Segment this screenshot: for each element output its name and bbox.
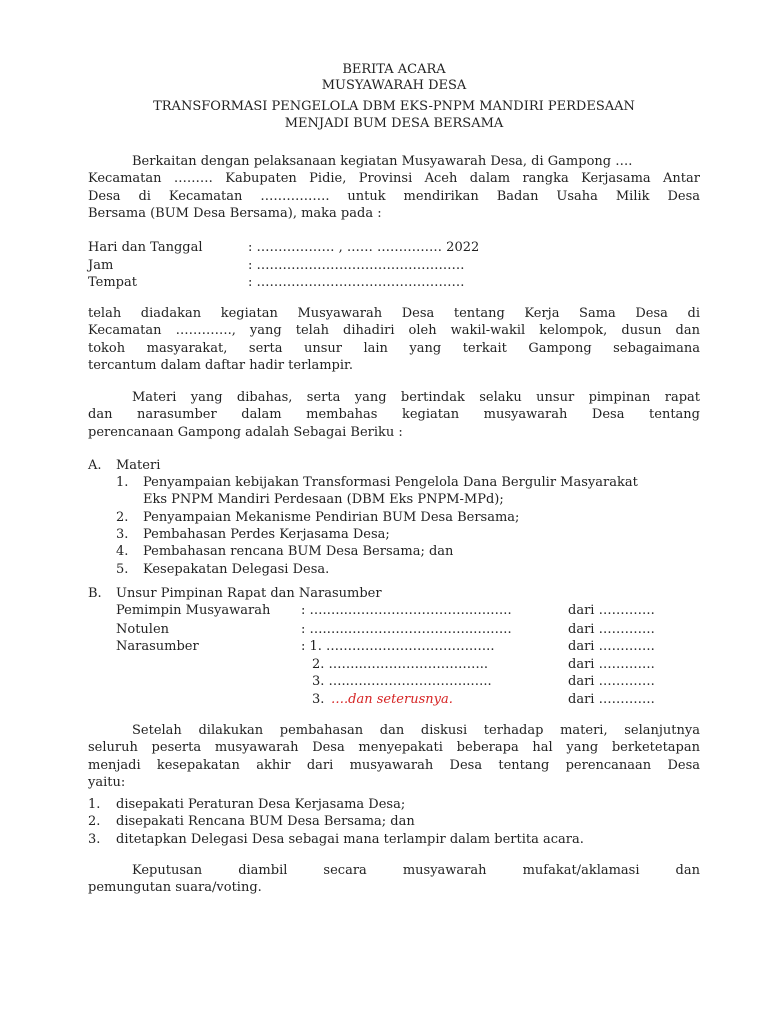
- agreement-text: ditetapkan Delegasi Desa sebagai mana terlampir dalam bertita acara.: [116, 832, 584, 847]
- materi-item-text-continued: Eks PNPM Mandiri Perdesaan (DBM Eks PNPM-MPd);: [143, 492, 504, 507]
- info-value-jam: : …………………………………………: [248, 258, 465, 273]
- intro-line: Bersama (BUM Desa Bersama), maka pada :: [88, 205, 382, 221]
- materi-line: dan narasumber dalam membahas kegiatan musyawarah Desa tentang: [88, 407, 700, 423]
- intro-paragraph: [88, 153, 700, 222]
- pimpinan-dots: : ….…..………………………..….…..: [301, 603, 512, 618]
- narasumber-more-number: 3.: [312, 692, 325, 707]
- title-musyawarah-desa: MUSYAWARAH DESA: [321, 78, 467, 93]
- materi-item-text: Kesepakatan Delegasi Desa.: [143, 562, 330, 577]
- decision-line: Keputusan diambil secara musyawarah mufakat/aklamasi dan: [132, 863, 700, 878]
- narasumber-label: Narasumber: [116, 639, 199, 654]
- notulen-dari: dari ………….: [568, 622, 655, 637]
- section-b-heading: Unsur Pimpinan Rapat dan Narasumber: [116, 586, 382, 601]
- narasumber-2-dari: dari ………….: [568, 657, 655, 672]
- held-line: tercantum dalam daftar hadir terlampir.: [88, 357, 353, 373]
- intro-line: Berkaitan dengan pelaksanaan kegiatan Musyawarah Desa, di Gampong ….: [132, 154, 633, 169]
- pimpinan-dari: dari ………….: [568, 603, 655, 618]
- title-bum-desa: MENJADI BUM DESA BERSAMA: [284, 116, 504, 131]
- intro-line: Desa di Kecamatan ……………. untuk mendirikan Badan Usaha Milik Desa: [88, 188, 700, 204]
- materi-item-text: Penyampaian Mekanisme Pendirian BUM Desa Bersama;: [143, 510, 520, 525]
- held-line: Kecamatan …………., yang telah dihadiri oleh wakil-wakil kelompok, dusun dan: [88, 323, 700, 339]
- materi-item-number: 2.: [116, 510, 129, 525]
- info-label-jam: Jam: [88, 258, 114, 273]
- conclusion-line: yaitu:: [88, 774, 126, 790]
- title-transformasi: TRANSFORMASI PENGELOLA DBM EKS-PNPM MANDIRI PERDESAAN: [153, 99, 635, 114]
- materi-line: perencanaan Gampong adalah Sebagai Beriku :: [88, 424, 403, 440]
- info-value-tempat: : …………………………………………: [248, 275, 465, 290]
- narasumber-2-dots: 2. ……..………………………..: [312, 657, 489, 672]
- materi-item-number: 5.: [116, 562, 129, 577]
- agreement-text: disepakati Peraturan Desa Kerjasama Desa;: [116, 797, 406, 812]
- agreement-number: 3.: [88, 832, 101, 847]
- materi-item-number: 1.: [116, 475, 129, 490]
- title-berita-acara: BERITA ACARA: [342, 62, 446, 77]
- conclusion-paragraph: [88, 722, 700, 791]
- section-a-heading: Materi: [116, 458, 161, 473]
- agreement-text: disepakati Rencana BUM Desa Bersama; dan: [116, 814, 415, 829]
- materi-item-number: 4.: [116, 544, 129, 559]
- materi-item-text: Pembahasan rencana BUM Desa Bersama; dan: [143, 544, 454, 559]
- info-label-tempat: Tempat: [88, 275, 137, 290]
- section-b-letter: B.: [88, 586, 102, 601]
- agreement-number: 1.: [88, 797, 101, 812]
- decision-paragraph: [88, 862, 700, 897]
- section-a-letter: A.: [88, 458, 102, 473]
- conclusion-line: seluruh peserta musyawarah Desa menyepakati beberapa hal yang berketetapan: [88, 740, 700, 756]
- held-line: tokoh masyarakat, serta unsur lain yang terkait Gampong sebagaimana: [88, 340, 700, 356]
- notulen-label: Notulen: [116, 622, 170, 637]
- agreement-number: 2.: [88, 814, 101, 829]
- conclusion-line: Setelah dilakukan pembahasan dan diskusi terhadap materi, selanjutnya: [132, 723, 700, 738]
- info-label-hari: Hari dan Tanggal: [88, 240, 203, 255]
- held-paragraph: [88, 305, 700, 374]
- narasumber-3-dari: dari ………….: [568, 674, 655, 689]
- pimpinan-label: Pemimpin Musyawarah: [116, 603, 271, 618]
- materi-paragraph: [88, 389, 700, 441]
- conclusion-line: menjadi kesepakatan akhir dari musyawarah Desa tentang perencanaan Desa: [88, 757, 700, 773]
- narasumber-more-note: ….dan seterusnya.: [331, 692, 453, 707]
- narasumber-more-dari: dari ………….: [568, 692, 655, 707]
- narasumber-1-dari: dari ………….: [568, 639, 655, 654]
- info-value-hari: : ……………… , …… …………… 2022: [248, 240, 480, 255]
- narasumber-1-dots: : 1. …………………………….…..: [301, 639, 495, 654]
- narasumber-3-dots: 3. …..…..…………………..…..: [312, 674, 492, 689]
- held-line: telah diadakan kegiatan Musyawarah Desa tentang Kerja Sama Desa di: [88, 306, 700, 321]
- materi-item-text: Penyampaian kebijakan Transformasi Pengelola Dana Bergulir Masyarakat: [143, 475, 638, 490]
- materi-item-text: Pembahasan Perdes Kerjasama Desa;: [143, 527, 390, 542]
- decision-line: pemungutan suara/voting.: [88, 880, 262, 896]
- notulen-dots: : ….…..………………………..….…..: [301, 622, 512, 637]
- intro-line: Kecamatan ……… Kabupaten Pidie, Provinsi Aceh dalam rangka Kerjasama Antar: [88, 171, 700, 187]
- materi-item-number: 3.: [116, 527, 129, 542]
- materi-line: Materi yang dibahas, serta yang bertindak selaku unsur pimpinan rapat: [132, 390, 700, 405]
